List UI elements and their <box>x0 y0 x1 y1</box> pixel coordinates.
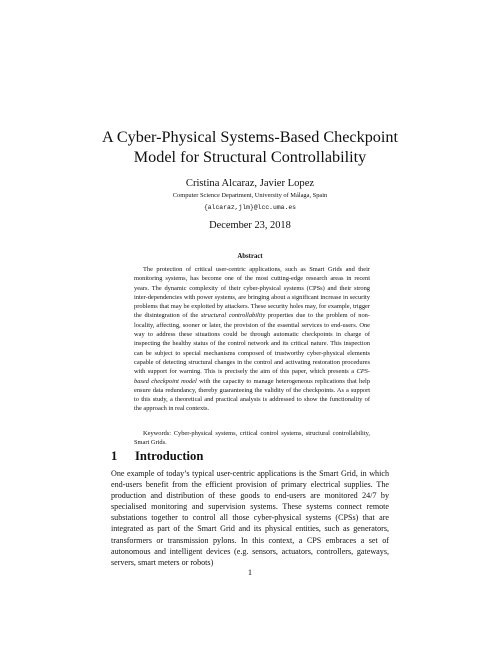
author-email: {alcaraz,jlm}@lcc.uma.es <box>203 204 297 211</box>
section-title: Introduction <box>135 449 204 463</box>
page-number: 1 <box>247 568 253 577</box>
introduction-paragraph: One example of today’s typical user-centric applications is the Smart Grid, in which end-users benefit from the efficient provision of primary electrical supplies. The production and distribution of these goods to end-users are monitored 24/7 by specialised monitoring and supervision systems. These systems connect remote substations together to control all those cyber-physical systems (CPSs) that are integrated as part of the Smart Grid and its physical entities, such as generators, transformers or transmission pylons. In this context, a CPS embraces a set of autonomous and intelligent devices (e.g. sensors, actuators, controllers, gateways, servers, smart meters or robots) <box>111 469 389 567</box>
section-heading <box>111 449 203 464</box>
abstract-body <box>134 265 370 414</box>
abstract-text-part2: properties due to the problem of non-locality, affecting, sooner or later, the provision of the essential services to end-users. One way to address these situations could be through automatic checkpoints in charge of inspecting the healthy status of the control network and its critical nature. This inspection can be subject to special mechanisms composed of trustworthy cyber-physical elements capable of detecting structural changes in the control and activating restoration procedures with support for warning. This is precisely the aim of this paper, which presents a <box>134 312 370 376</box>
section-number: 1 <box>111 449 118 463</box>
abstract-text-part3: with the capacity to manage heterogeneous replications that help ensure data redundancy, thereby guaranteeing the validity of the checkpoints. As a support to this study, a theoretical and practical analysis is addressed to show the functionality of the approach in real contexts. <box>134 377 371 413</box>
title-line-1: A Cyber-Physical Systems-Based Checkpoint <box>102 128 398 146</box>
abstract-text-part1: The protection of critical user-centric applications, such as Smart Grids and their monitoring systems, has become one of the most cutting-edge research areas in recent years. The dynamic complexity of their cyber-physical systems (CPSs) and their strong inter-dependencies with power systems, are bringing about a significant increase in security problems that may be exploited by attackers. These security holes may, for example, trigger the disintegration of the <box>134 266 370 320</box>
paper-title <box>60 127 440 167</box>
keywords: Keywords: Cyber-physical systems, critical control systems, structural controllability, Smart Grids. <box>134 430 370 447</box>
author-affiliation: Computer Science Department, University of Málaga, Spain <box>172 192 328 199</box>
abstract-paragraph <box>134 265 370 414</box>
title-line-2: Model for Structural Controllability <box>133 148 367 166</box>
author-names: Cristina Alcaraz, Javier Lopez <box>185 178 315 189</box>
abstract-emphasis-2: CPS-based checkpoint model <box>134 368 370 385</box>
abstract-emphasis-1: structural controllability <box>200 312 266 320</box>
paper-date: December 23, 2018 <box>209 220 291 231</box>
abstract-heading: Abstract <box>237 253 263 260</box>
